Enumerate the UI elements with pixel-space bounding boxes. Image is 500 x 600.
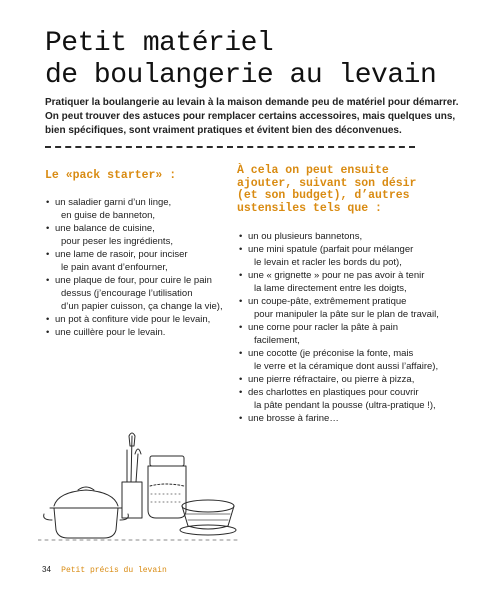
- list-item: [239, 386, 464, 412]
- dutch-oven-drawing: [44, 487, 129, 538]
- extra-tools-heading: [237, 165, 416, 215]
- item-line: le levain et racler les bords du pot),: [254, 257, 402, 268]
- item-line: la lame directement entre les doigts,: [254, 283, 407, 294]
- list-item: [239, 269, 464, 295]
- list-item: [239, 321, 464, 347]
- page-footer: [42, 565, 167, 576]
- list-item: [239, 412, 464, 425]
- list-item: [46, 196, 236, 222]
- item-line: en guise de banneton,: [61, 210, 156, 221]
- item-line: dessus (j’encourage l’utilisation: [61, 288, 193, 299]
- item-line: • un ou plusieurs bannetons,: [248, 231, 363, 242]
- item-line: facilement,: [254, 335, 300, 346]
- list-item: [239, 347, 464, 373]
- utensil-pot-drawing: [122, 433, 142, 518]
- item-line: • une cuillère pour le levain.: [55, 327, 166, 338]
- item-line: • une balance de cuisine,: [55, 223, 155, 234]
- item-line: • un pot à confiture vide pour le levain,: [55, 314, 211, 325]
- list-item: [239, 295, 464, 321]
- dashed-divider: [45, 146, 415, 148]
- heading-line: Le «pack starter» :: [45, 169, 177, 182]
- banneton-stack-drawing: [180, 500, 236, 535]
- list-item: [46, 313, 236, 326]
- item-line: le pain avant d’enfourner,: [61, 262, 168, 273]
- item-line: • un coupe-pâte, extrêmement pratique: [248, 296, 407, 307]
- item-line: • une cocotte (je préconise la fonte, mais: [248, 348, 414, 359]
- intro-paragraph: Pratiquer la boulangerie au levain à la maison demande peu de matériel pour démarrer. On peut trouver des astuces pour remplacer certains accessoires, mais quelques uns, bien spécifiques, sont vraiment pratiques et évitent bien des déconvenues.: [45, 97, 459, 136]
- item-line: pour manipuler la pâte sur le plan de travail,: [254, 309, 439, 320]
- heading-line: À cela on peut ensuite: [237, 164, 389, 177]
- item-line: la pâte pendant la pousse (ultra-pratique !),: [254, 400, 436, 411]
- item-line: • une corne pour racler la pâte à pain: [248, 322, 398, 333]
- item-line: • une plaque de four, pour cuire le pain: [55, 275, 212, 286]
- item-line: d’un papier cuisson, ça change la vie),: [61, 301, 223, 312]
- list-item: [239, 230, 464, 243]
- starter-pack-heading: [45, 170, 176, 183]
- heading-line: (et son budget), d’autres: [237, 189, 410, 202]
- heading-line: ajouter, suivant son désir: [237, 176, 417, 190]
- running-title: Petit précis du levain: [61, 566, 167, 575]
- baking-tools-illustration: [38, 430, 238, 550]
- item-line: • une brosse à farine…: [248, 413, 339, 424]
- item-line: • une pierre réfractaire, ou pierre à pizza,: [248, 374, 415, 385]
- item-line: • une mini spatule (parfait pour mélanger: [248, 244, 414, 255]
- item-line: • une lame de rasoir, pour inciser: [55, 249, 188, 260]
- page-title-line: de boulangerie au levain: [45, 60, 437, 91]
- list-item: [46, 248, 236, 274]
- list-item: [46, 222, 236, 248]
- list-item: [239, 373, 464, 386]
- item-line: pour peser les ingrédients,: [61, 236, 173, 247]
- page-number: 34: [42, 565, 51, 574]
- list-item: [46, 274, 236, 313]
- page-title-line: Petit matériel: [45, 28, 274, 59]
- item-line: le verre et la céramique dont aussi l’affaire),: [254, 361, 439, 372]
- list-item: [46, 326, 236, 339]
- item-line: • une « grignette » pour ne pas avoir à tenir: [248, 270, 425, 281]
- page-title: [45, 28, 436, 92]
- starter-pack-list: [46, 196, 236, 339]
- item-line: • des charlottes en plastiques pour couvrir: [248, 387, 419, 398]
- extra-tools-list: [239, 230, 464, 425]
- heading-line: ustensiles tels que :: [237, 201, 382, 215]
- item-line: • un saladier garni d’un linge,: [55, 197, 172, 208]
- glass-jar-drawing: [148, 456, 186, 518]
- list-item: [239, 243, 464, 269]
